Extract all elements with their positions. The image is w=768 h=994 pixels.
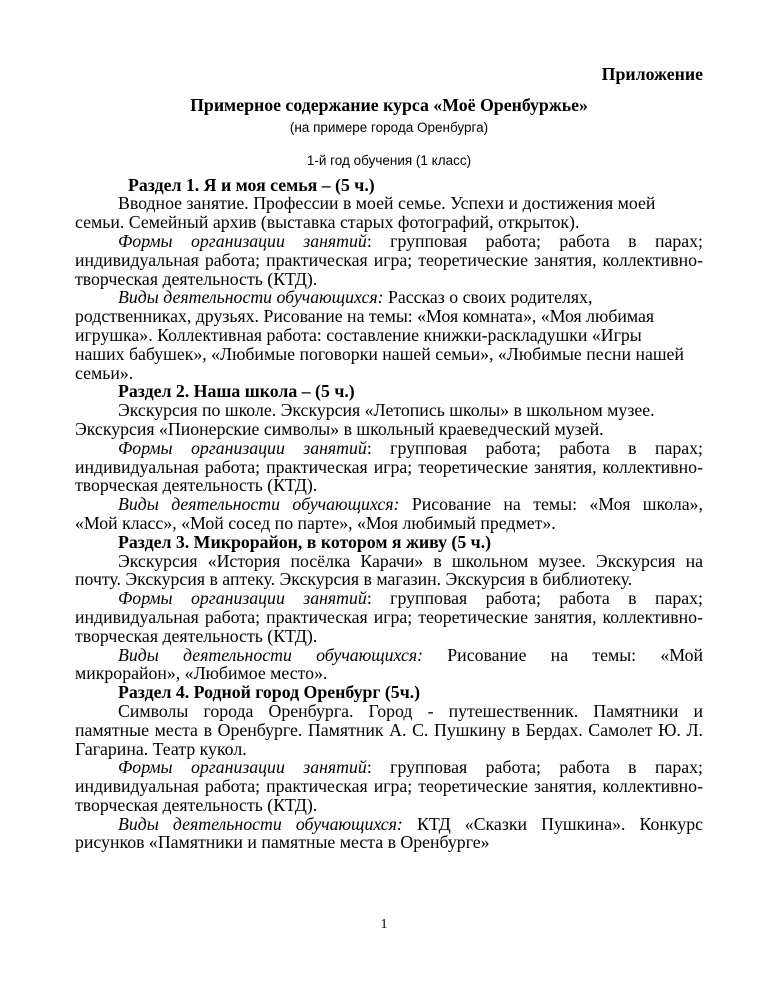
text-line: Вводное занятие. Профессии в моей семье. Успехи и достижения моей — [118, 193, 656, 214]
text-line: индивидуальная работа; практическая игра; теоретические занятия, коллективно- — [75, 456, 703, 477]
activities-label: Виды деятельности обучающихся: — [118, 644, 424, 665]
text-line: семьи. Семейный архив (выставка старых фотографий, открыток). — [75, 212, 580, 233]
text-line — [75, 815, 703, 834]
section-1 — [75, 176, 703, 383]
text-line — [75, 288, 703, 307]
text-line: Экскурсия «Пионерские символы» в школьный краеведческий музей. — [75, 418, 604, 439]
forms-text: : групповая работа; работа в парах; — [366, 588, 703, 609]
section-heading: Раздел 2. Наша школа – (5 ч.) — [118, 381, 355, 402]
activities-label: Виды деятельности обучающихся: — [118, 813, 403, 834]
text-line: Символы города Оренбурга. Город - путешественник. Памятники и — [118, 700, 703, 721]
text-line: творческая деятельность (КТД). — [75, 475, 318, 496]
text-line: Экскурсия по школе. Экскурсия «Летопись школы» в школьном музее. — [118, 400, 655, 421]
activities-label: Виды деятельности обучающихся: — [118, 287, 384, 308]
text-line: индивидуальная работа; практическая игра; теоретические занятия, коллективно- — [75, 776, 703, 797]
text-line: Гагарина. Театр кукол. — [75, 738, 247, 759]
page-subtitle: (на примере города Оренбурга) — [289, 120, 489, 135]
text-line: индивидуальная работа; практическая игра; теоретические занятия, коллективно- — [75, 249, 703, 270]
forms-text: : групповая работа; работа в парах; — [366, 230, 703, 251]
forms-label: Формы организации занятий — [118, 230, 367, 251]
section-2 — [75, 382, 703, 532]
text-line: родственниках, друзьях. Рисование на темы: «Моя комната», «Моя любимая — [75, 306, 655, 327]
document-body — [75, 176, 703, 853]
text-line: семьи». — [75, 362, 134, 383]
activities-text: Рисование на темы: «Мой — [447, 644, 703, 665]
activities-text: КТД «Сказки Пушкина». Конкурс — [416, 813, 703, 834]
text-line — [75, 495, 703, 514]
text-line: «Мой класс», «Мой сосед по парте», «Моя любимый предмет». — [75, 512, 556, 533]
section-heading: Раздел 3. Микрорайон, в котором я живу (5 ч.) — [118, 531, 492, 552]
text-line: Экскурсия «История посёлка Карачи» в школьном музее. Экскурсия на — [118, 550, 703, 571]
forms-text: : групповая работа; работа в парах; — [366, 437, 703, 458]
page-title: Примерное содержание курса «Моё Оренбуржье» — [190, 95, 588, 115]
text-line: творческая деятельность (КТД). — [75, 794, 318, 815]
text-line: индивидуальная работа; практическая игра; теоретические занятия, коллективно- — [75, 606, 703, 627]
text-line — [75, 589, 703, 608]
section-heading: Раздел 1. Я и моя семья – (5 ч.) — [128, 174, 375, 195]
section-3 — [75, 533, 703, 683]
text-line: творческая деятельность (КТД). — [75, 268, 318, 289]
activities-text: Рассказ о своих родителях, — [387, 287, 593, 308]
activities-text: Рисование на темы: «Моя школа», — [411, 494, 703, 515]
text-line: почту. Экскурсия в аптеку. Экскурсия в магазин. Экскурсия в библиотеку. — [75, 569, 633, 590]
text-line — [75, 646, 703, 665]
text-line — [75, 439, 703, 458]
section-4 — [75, 683, 703, 852]
text-line: наших бабушек», «Любимые поговорки нашей семьи», «Любимые песни нашей — [75, 343, 684, 364]
text-line: памятные места в Оренбурге. Памятник А. С. Пушкину в Бердах. Самолет Ю. Л. — [75, 719, 703, 740]
activities-label: Виды деятельности обучающихся: — [118, 494, 400, 515]
forms-text: : групповая работа; работа в парах; — [366, 757, 703, 778]
text-line — [75, 758, 703, 777]
section-heading: Раздел 4. Родной город Оренбург (5ч.) — [118, 682, 421, 703]
page-number: 1 — [380, 917, 388, 932]
text-line: микрорайон», «Любимое место». — [75, 663, 328, 684]
forms-label: Формы организации занятий — [118, 757, 367, 778]
text-line: творческая деятельность (КТД). — [75, 625, 318, 646]
text-line: рисунков «Памятники и памятные места в Оренбурге» — [75, 832, 490, 853]
forms-label: Формы организации занятий — [118, 588, 367, 609]
text-line: игрушка». Коллективная работа: составление книжки-раскладушки «Игры — [75, 324, 642, 345]
text-line — [75, 232, 703, 251]
study-year: 1-й год обучения (1 класс) — [306, 153, 472, 168]
forms-label: Формы организации занятий — [118, 437, 367, 458]
appendix-label: Приложение — [601, 64, 703, 84]
